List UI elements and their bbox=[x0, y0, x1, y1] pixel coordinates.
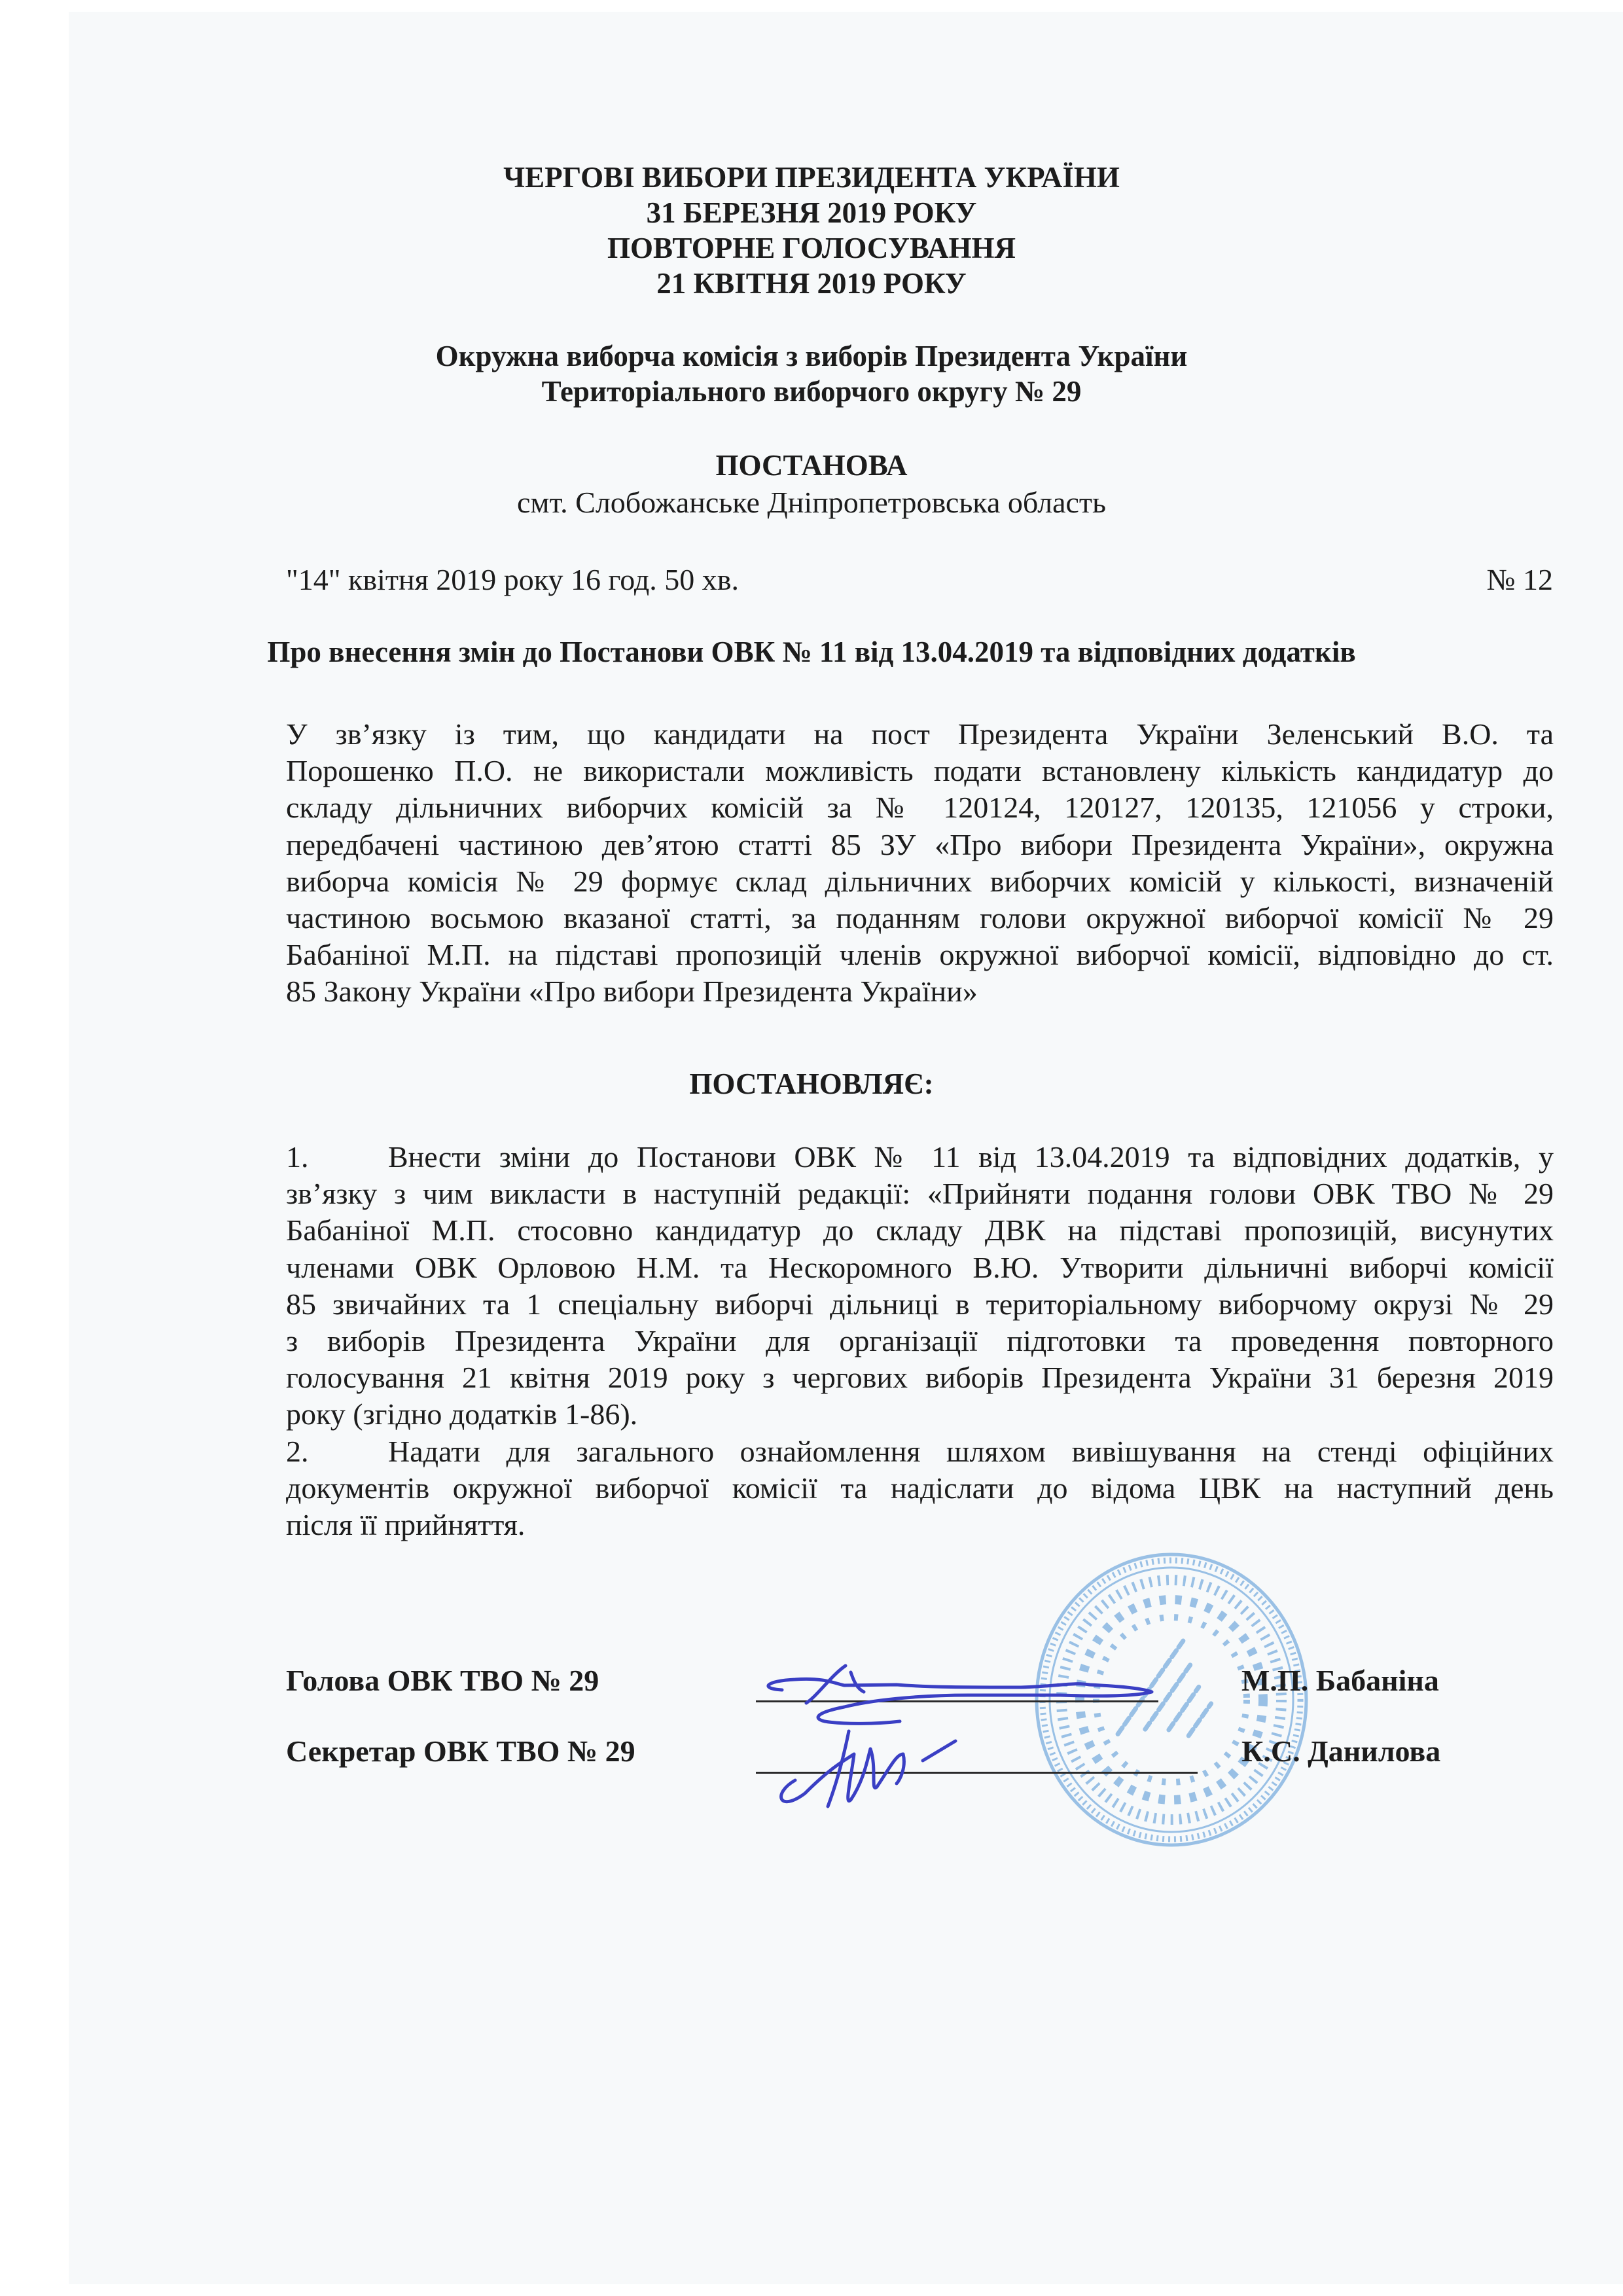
election-title-line-4: 21 КВІТНЯ 2019 РОКУ bbox=[656, 267, 967, 300]
document-number: № 12 bbox=[1486, 563, 1553, 596]
place: смт. Слобожанське Дніпропетровська область bbox=[516, 486, 1107, 519]
preamble bbox=[286, 716, 1554, 1011]
preamble-line: У зв’язку із тим, що кандидати на пост Президента України Зеленський В.О. та bbox=[286, 717, 1554, 751]
commission-name-line-2: Територіального виборчого округу № 29 bbox=[541, 375, 1082, 408]
election-title-line-1: ЧЕРГОВІ ВИБОРИ ПРЕЗИДЕНТА УКРАЇНИ bbox=[503, 161, 1120, 194]
item-line: зв’язку з чим викласти в наступній редакції: «Прийняти подання голови ОВК ТВО № 29 bbox=[286, 1177, 1554, 1211]
election-title-line-3: ПОВТОРНЕ ГОЛОСУВАННЯ bbox=[607, 232, 1016, 264]
preamble-line: виборча комісія № 29 формує склад дільничних виборчих комісій у кількості, визначеній bbox=[286, 864, 1554, 898]
preamble-line: Бабаніної М.П. на підставі пропозицій членів окружної виборчої комісії, відповідно до ст. bbox=[286, 938, 1554, 972]
preamble-line: 85 Закону України «Про вибори Президента України» bbox=[286, 975, 978, 1009]
document-type: ПОСТАНОВА bbox=[715, 449, 908, 482]
item-line: року (згідно додатків 1-86). bbox=[286, 1397, 638, 1431]
item-number: 1. bbox=[286, 1140, 309, 1174]
item-line: Бабаніної М.П. стосовно кандидатур до складу ДВК на підставі пропозицій, висунутих bbox=[286, 1213, 1554, 1247]
signature-name-secretary: К.С. Данилова bbox=[1241, 1734, 1441, 1768]
signature-role-chair: Голова ОВК ТВО № 29 bbox=[286, 1664, 599, 1697]
signature-line-secretary bbox=[756, 1772, 1198, 1774]
signature-name-chair: М.П. Бабаніна bbox=[1241, 1664, 1439, 1697]
item-first-line bbox=[286, 1139, 1554, 1175]
item-line: документів окружної виборчої комісії та надіслати до відома ЦВК на наступний день bbox=[286, 1471, 1554, 1505]
commission-name-line-1: Окружна виборча комісія з виборів Президента України bbox=[435, 340, 1188, 372]
election-title-line-2: 31 БЕРЕЗНЯ 2019 РОКУ bbox=[646, 196, 977, 229]
item-line: членами ОВК Орловою Н.М. та Нескоромного В.Ю. Утворити дільничні виборчі комісії bbox=[286, 1250, 1554, 1284]
resolves-heading: ПОСТАНОВЛЯЄ: bbox=[689, 1067, 934, 1100]
preamble-line: Порошенко П.О. не використали можливість подати встановлену кількість кандидатур до bbox=[286, 754, 1554, 788]
item-line: голосування 21 квітня 2019 року з чергових виборів Президента України 31 березня 2019 bbox=[286, 1361, 1554, 1395]
preamble-line: частиною восьмою вказаної статті, за поданням голови окружної виборчої комісії № 29 bbox=[286, 901, 1554, 935]
preamble-line: передбачені частиною дев’ятою статті 85 ЗУ «Про вибори Президента України», окружна bbox=[286, 827, 1554, 861]
item-first-line-text: Надати для загального ознайомлення шляхом вивішування на стенді офіційних bbox=[388, 1435, 1554, 1468]
item-first-line-text: Внести зміни до Постанови ОВК № 11 від 13.04.2019 та відповідних додатків, у bbox=[388, 1140, 1554, 1174]
date-time: "14" квітня 2019 року 16 год. 50 хв. bbox=[286, 563, 739, 596]
signature-role-secretary: Секретар ОВК ТВО № 29 bbox=[286, 1734, 635, 1768]
item-line: після її прийняття. bbox=[286, 1508, 526, 1542]
item-line: з виборів Президента України для організації підготовки та проведення повторного bbox=[286, 1324, 1554, 1358]
subject: Про внесення змін до Постанови ОВК № 11 від 13.04.2019 та відповідних додатків bbox=[267, 636, 1356, 668]
item-number: 2. bbox=[286, 1435, 309, 1468]
item-line: 85 звичайних та 1 спеціальну виборчі дільниці в територіальному виборчому окрузі № 29 bbox=[286, 1287, 1554, 1321]
preamble-line: складу дільничних виборчих комісій за № 120124, 120127, 120135, 121056 у строки, bbox=[286, 791, 1554, 825]
resolution-item-2 bbox=[286, 1433, 1554, 1544]
resolution-item-1 bbox=[286, 1139, 1554, 1433]
signature-line-chair bbox=[756, 1700, 1158, 1702]
item-first-line bbox=[286, 1433, 1554, 1470]
